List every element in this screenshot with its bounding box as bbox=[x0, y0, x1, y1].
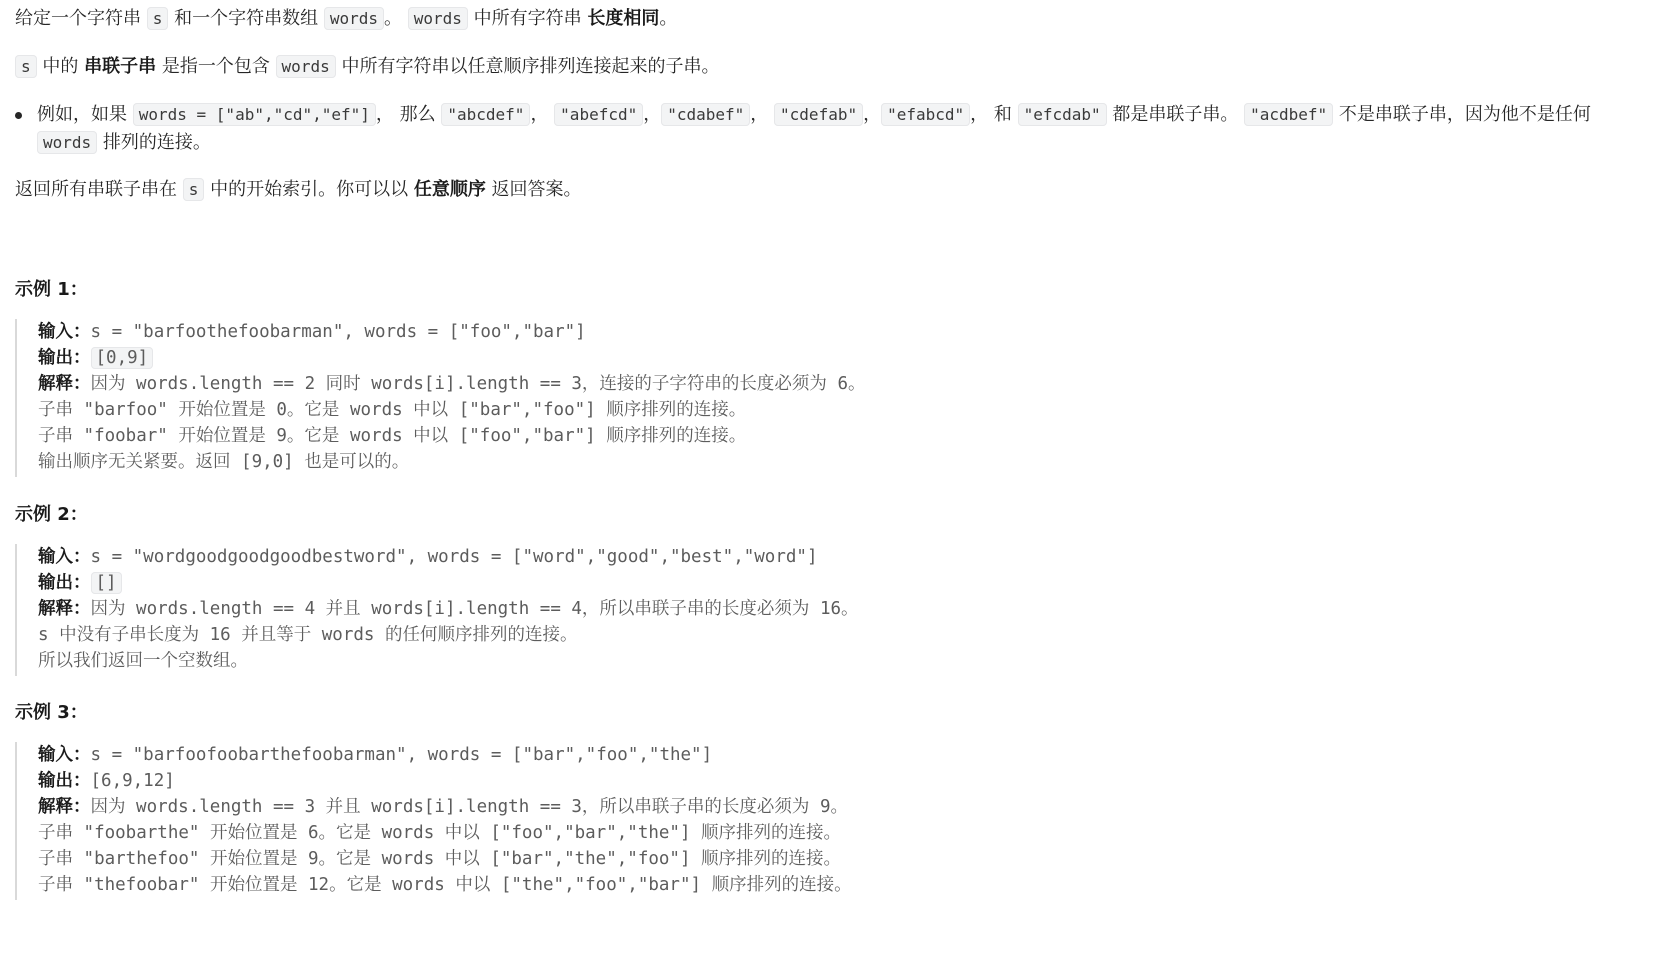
text: 是指一个包含 bbox=[156, 56, 276, 77]
text: 不是串联子串，因为他不是任何 bbox=[1333, 104, 1591, 125]
example-3-title: 示例 3： bbox=[15, 702, 88, 723]
input-value: s = "wordgoodgoodgoodbestword", words = ["word","good","best","word"] bbox=[90, 547, 818, 567]
text: 中的 bbox=[36, 56, 85, 77]
inline-code: words bbox=[324, 7, 384, 30]
inline-code: words bbox=[276, 55, 336, 78]
output-value: [0,9] bbox=[91, 347, 154, 369]
output-value: [] bbox=[91, 572, 122, 594]
output-label: 输出： bbox=[38, 573, 91, 593]
explain-label: 解释： bbox=[38, 374, 91, 394]
explain-line: 因为 words.length == 2 同时 words[i].length == 3，连接的子字符串的长度必须为 6。 bbox=[90, 374, 866, 394]
example-output bbox=[38, 345, 866, 371]
example-3-block bbox=[15, 742, 852, 900]
explain-line: 所以我们返回一个空数组。 bbox=[38, 651, 248, 671]
inline-code: s bbox=[147, 7, 169, 30]
text: 给定一个字符串 bbox=[15, 8, 147, 29]
text: ， bbox=[530, 104, 555, 125]
text: ， bbox=[863, 104, 882, 125]
text: ， bbox=[643, 104, 662, 125]
inline-code: "abefcd" bbox=[554, 103, 643, 126]
text: 中所有字符串 bbox=[467, 8, 588, 29]
output-value: [6,9,12] bbox=[90, 771, 175, 791]
bullet-dot-icon bbox=[15, 112, 22, 119]
inline-code: "cdefab" bbox=[774, 103, 863, 126]
example-explain bbox=[38, 794, 852, 820]
bold-text: 长度相同 bbox=[587, 8, 660, 29]
explain-line: 子串 "thefoobar" 开始位置是 12。它是 words 中以 ["the","foo","bar"] 顺序排列的连接。 bbox=[38, 875, 852, 895]
inline-code: "cdabef" bbox=[661, 103, 750, 126]
text: ， bbox=[750, 104, 775, 125]
inline-code: s bbox=[15, 55, 37, 78]
text: 和一个字符串数组 bbox=[168, 8, 324, 29]
inline-code: s bbox=[183, 178, 205, 201]
example-output bbox=[38, 768, 852, 794]
explain-line: 子串 "barthefoo" 开始位置是 9。它是 words 中以 ["bar","the","foo"] 顺序排列的连接。 bbox=[38, 849, 842, 869]
text: ， 和 bbox=[970, 104, 1018, 125]
explain-line: 因为 words.length == 3 并且 words[i].length == 3，所以串联子串的长度必须为 9。 bbox=[90, 797, 849, 817]
text: 。 bbox=[659, 8, 678, 29]
return-paragraph bbox=[15, 176, 582, 204]
explain-line: 因为 words.length == 4 并且 words[i].length == 4，所以串联子串的长度必须为 16。 bbox=[90, 599, 859, 619]
output-label: 输出： bbox=[38, 771, 91, 791]
text: 返回答案。 bbox=[485, 179, 582, 200]
bold-text: 任意顺序 bbox=[413, 179, 486, 200]
example-bullet bbox=[15, 101, 1635, 161]
text: 排列的连接。 bbox=[97, 132, 211, 153]
example-explain bbox=[38, 596, 859, 622]
input-label: 输入： bbox=[38, 547, 91, 567]
inline-code: words bbox=[37, 131, 97, 154]
input-label: 输入： bbox=[38, 322, 91, 342]
text: 。 bbox=[384, 8, 408, 29]
example-1-block bbox=[15, 319, 866, 477]
inline-code: words bbox=[408, 7, 468, 30]
intro-paragraph bbox=[15, 5, 677, 33]
text: 例如，如果 bbox=[37, 104, 133, 125]
text: 中所有字符串以任意顺序排列连接起来的子串。 bbox=[335, 56, 720, 77]
example-output bbox=[38, 570, 859, 596]
inline-code: "efabcd" bbox=[881, 103, 970, 126]
text: 都是串联子串。 bbox=[1106, 104, 1245, 125]
input-label: 输入： bbox=[38, 745, 91, 765]
explain-label: 解释： bbox=[38, 599, 91, 619]
example-2-block bbox=[15, 544, 859, 676]
inline-code: "efcdab" bbox=[1018, 103, 1107, 126]
example-input bbox=[38, 544, 859, 570]
explain-line: 子串 "foobar" 开始位置是 9。它是 words 中以 ["foo","bar"] 顺序排列的连接。 bbox=[38, 426, 747, 446]
inline-code: "abcdef" bbox=[441, 103, 530, 126]
inline-code: "acdbef" bbox=[1244, 103, 1333, 126]
explain-line: 输出顺序无关紧要。返回 [9,0] 也是可以的。 bbox=[38, 452, 410, 472]
explain-label: 解释： bbox=[38, 797, 91, 817]
input-value: s = "barfoothefoobarman", words = ["foo","bar"] bbox=[90, 322, 586, 342]
bullet-text bbox=[37, 101, 1627, 157]
text: 中的开始索引。你可以以 bbox=[204, 179, 414, 200]
explain-line: s 中没有子串长度为 16 并且等于 words 的任何顺序排列的连接。 bbox=[38, 625, 578, 645]
text: ， 那么 bbox=[375, 104, 442, 125]
definition-paragraph bbox=[15, 53, 719, 81]
example-2-title: 示例 2： bbox=[15, 504, 88, 525]
example-input bbox=[38, 319, 866, 345]
example-input bbox=[38, 742, 852, 768]
input-value: s = "barfoofoobarthefoobarman", words = ["bar","foo","the"] bbox=[90, 745, 713, 765]
explain-line: 子串 "barfoo" 开始位置是 0。它是 words 中以 ["bar","foo"] 顺序排列的连接。 bbox=[38, 400, 747, 420]
inline-code: words = ["ab","cd","ef"] bbox=[133, 103, 376, 126]
explain-line: 子串 "foobarthe" 开始位置是 6。它是 words 中以 ["foo","bar","the"] 顺序排列的连接。 bbox=[38, 823, 842, 843]
example-explain bbox=[38, 371, 866, 397]
output-label: 输出： bbox=[38, 348, 91, 368]
example-1-title: 示例 1： bbox=[15, 279, 88, 300]
bold-text: 串联子串 bbox=[84, 56, 157, 77]
text: 返回所有串联子串在 bbox=[15, 179, 183, 200]
